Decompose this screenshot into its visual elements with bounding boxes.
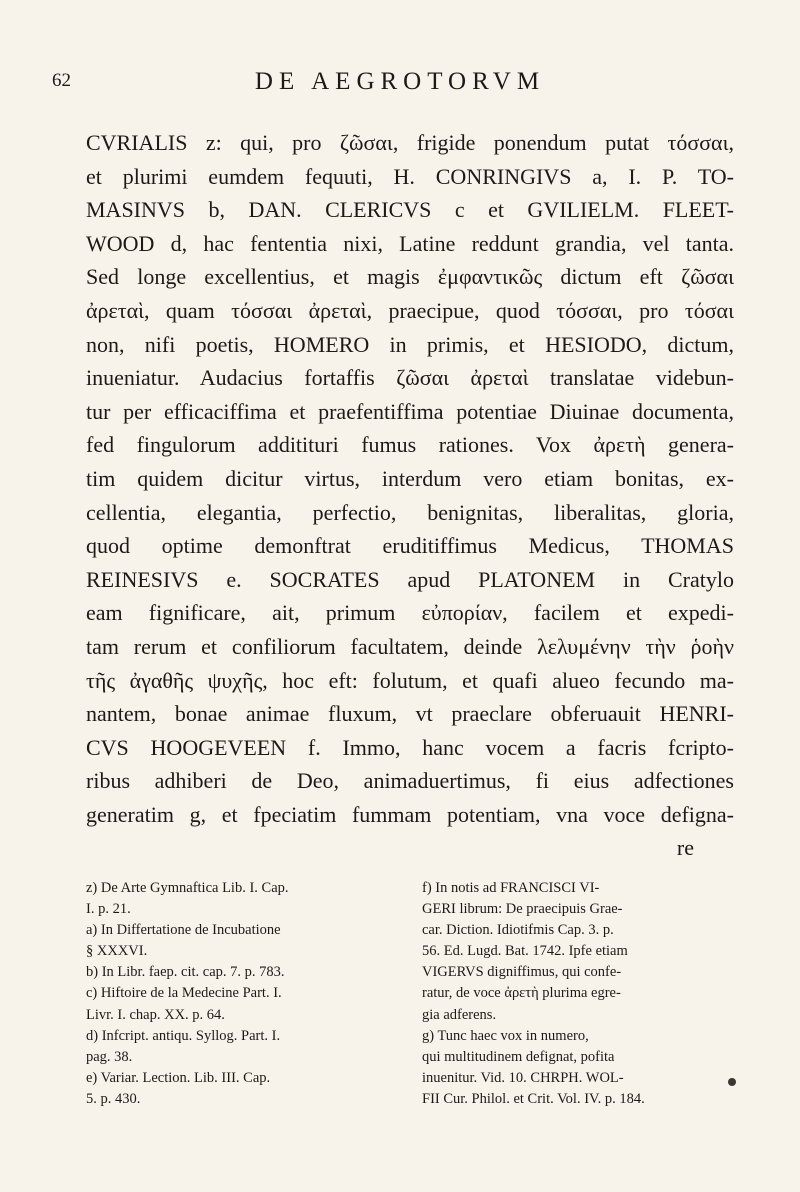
text-line: ἀρεταὶ, quam τόσσαι ἀρεταὶ, praecipue, quod τόσσαι, pro τόσαι [86, 297, 734, 323]
text-line: tim quidem dicitur virtus, interdum vero etiam bonitas, ex- [86, 465, 734, 491]
text-line: MASINVS b, DAN. CLERICVS c et GVILIELM. FLEET- [86, 197, 734, 223]
footnote-line: 5. p. 430. [86, 1090, 141, 1107]
footnote-line: FII Cur. Philol. et Crit. Vol. IV. p. 184. [422, 1090, 645, 1107]
text-line: et plurimi eumdem fequuti, H. CONRINGIVS a, I. P. TO- [86, 163, 734, 189]
text-line: generatim g, et fpeciatim fummam potentiam, vna voce defigna- [86, 801, 734, 827]
page-header [52, 68, 748, 108]
text-line: REINESIVS e. SOCRATES apud PLATONEM in Cratylo [86, 566, 734, 592]
text-line: CVS HOOGEVEEN f. Immo, hanc vocem a facris fcripto- [86, 734, 734, 760]
text-line: ribus adhiberi de Deo, animaduertimus, fi eius adfectiones [86, 768, 734, 794]
text-line: WOOD d, hac fententia nixi, Latine reddunt grandia, vel tanta. [86, 230, 734, 256]
footnote-line: d) Infcript. antiqu. Syllog. Part. I. [86, 1027, 281, 1044]
footnote-line: a) In Differtatione de Incubatione [86, 922, 281, 939]
page-number: 62 [52, 70, 71, 91]
text-line: τῆς ἀγαθῆς ψυχῆς, hoc eft: folutum, et quafi alueo fecundo ma- [86, 667, 734, 693]
footnote-line: § XXXVI. [86, 943, 148, 960]
footnote-line: gia adferens. [422, 1006, 497, 1023]
text-line: inueniatur. Audacius fortaffis ζῶσαι ἀρεταὶ translatae videbun- [86, 365, 734, 391]
text-line: non, nifi poetis, HOMERO in primis, et HESIODO, dictum, [86, 331, 734, 357]
footnote-line: VIGERVS digniffimus, qui confe- [422, 964, 622, 981]
text-line: quod optime demonftrat eruditiffimus Medicus, THOMAS [86, 533, 734, 559]
text-line: nantem, bonae animae fluxum, vt praeclare obferuauit HENRI- [86, 701, 734, 727]
footnotes-right-column [422, 878, 734, 1110]
text-line: tam rerum et confiliorum facultatem, deinde λελυμένην τὴν ῥοὴν [86, 633, 734, 659]
footnote-line: GERI librum: De praecipuis Grae- [422, 901, 623, 918]
footnote-line: car. Diction. Idiotifmis Cap. 3. p. [422, 922, 614, 939]
text-line: Sed longe excellentius, et magis ἐμφαντικῶς dictum eft ζῶσαι [86, 264, 734, 290]
footnote-line: qui multitudinem defignat, pofita [422, 1048, 615, 1065]
text-line: tur per efficaciffima et praefentiffima potentiae Diuinae documenta, [86, 398, 734, 424]
text-line: CVRIALIS z: qui, pro ζῶσαι, frigide ponendum putat τόσσαι, [86, 130, 734, 155]
main-text [86, 126, 734, 865]
footnote-line: g) Tunc haec vox in numero, [422, 1027, 589, 1044]
ink-spot [728, 1078, 736, 1086]
text-line: cellentia, elegantia, perfectio, benignitas, liberalitas, gloria, [86, 499, 734, 525]
footnote-line: pag. 38. [86, 1048, 133, 1065]
footnote-line: f) In notis ad FRANCISCI VI- [422, 880, 600, 896]
footnote-line: ratur, de voce ἀρετὴ plurima egre- [422, 985, 621, 1002]
text-line: fed fingulorum additituri fumus rationes. Vox ἀρετὴ genera- [86, 432, 734, 458]
footnotes-left-column [86, 878, 398, 1110]
footnote-line: z) De Arte Gymnaftica Lib. I. Cap. [86, 880, 289, 896]
footnote-line: inuenitur. Vid. 10. CHRPH. WOL- [422, 1069, 624, 1086]
footnote-line: c) Hiftoire de la Medecine Part. I. [86, 985, 282, 1002]
text-line: eam fignificare, ait, primum εὐπορίαν, facilem et expedi- [86, 600, 734, 626]
text-line: re [676, 835, 694, 861]
footnote-line: I. p. 21. [86, 901, 131, 918]
footnote-line: b) In Libr. faep. cit. cap. 7. p. 783. [86, 964, 285, 981]
footnote-line: e) Variar. Lection. Lib. III. Cap. [86, 1069, 271, 1086]
footnote-line: Livr. I. chap. XX. p. 64. [86, 1006, 225, 1023]
running-head: DE AEGROTORVM [254, 68, 546, 95]
footnote-line: 56. Ed. Lugd. Bat. 1742. Ipfe etiam [422, 943, 628, 960]
